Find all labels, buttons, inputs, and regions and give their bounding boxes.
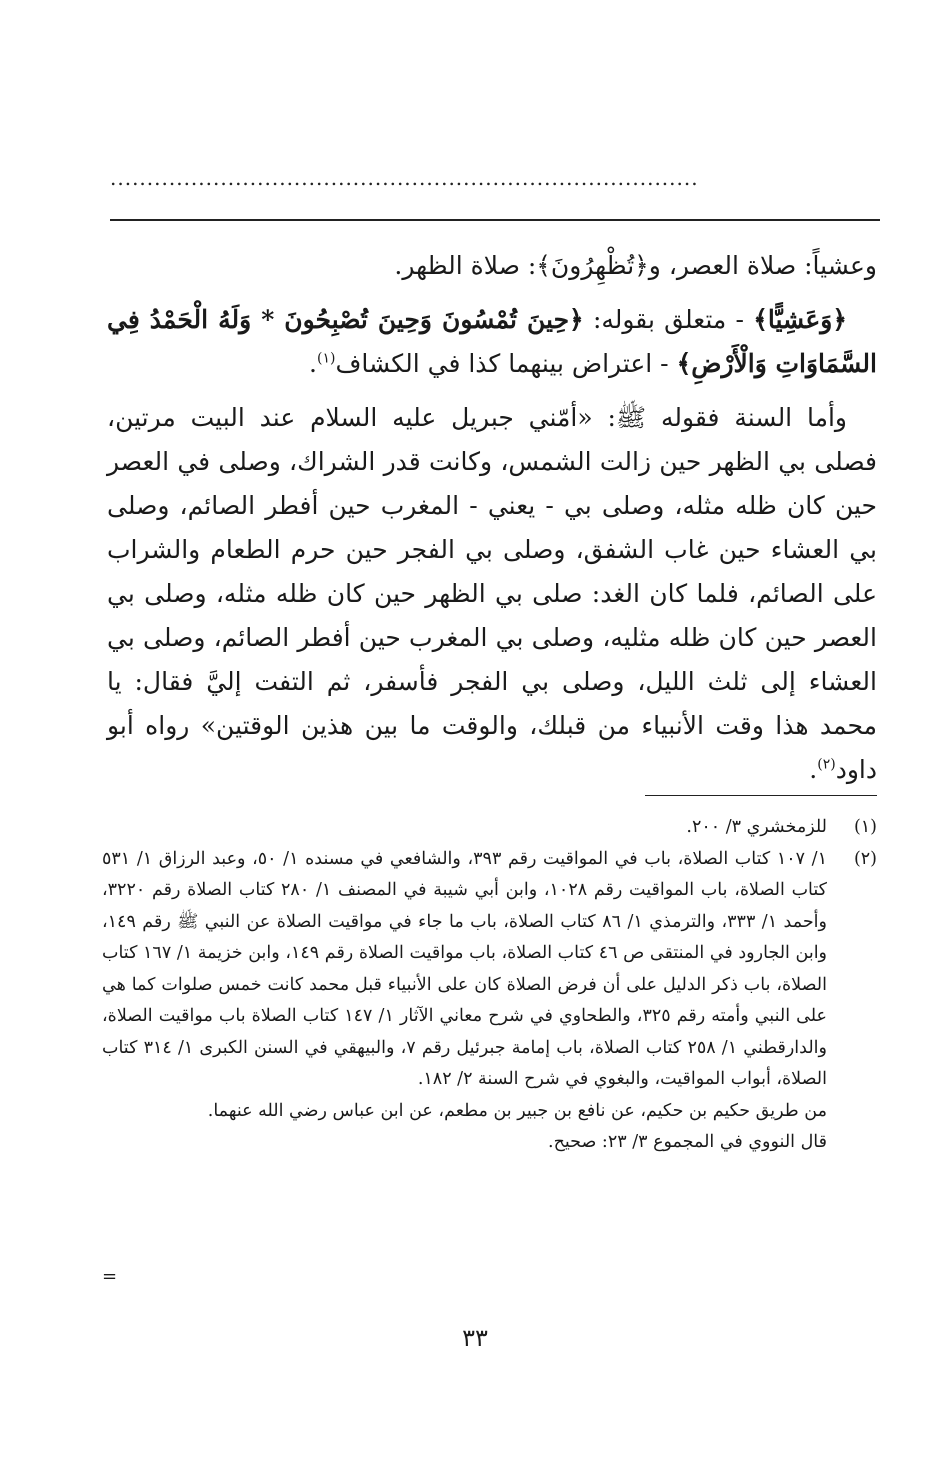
paragraph-2-end: - اعتراض بينهما كذا في الكشاف [335,349,677,378]
footnote-1 [102,812,877,844]
paragraph-2-mid: - متعلق بقوله: [583,305,754,334]
header-dotted-line: ................................................................................ [110,166,699,186]
footnote-text: ١/ ١٠٧ كتاب الصلاة، باب في المواقيت رقم ٣٩٣، والشافعي في مسنده ١/ ٥٠، وعبد الرزاق ١/ ٥٣١ كتاب الصلاة، باب المواقيت رقم ١٠٢٨، وابن أبي شيبة في المصنف ١/ ٢٨٠ كتاب الصلاة رقم ٣٢٢٠، وأحمد ١/ ٣٣٣، والترمذي ١/ ٨٦ كتاب الصلاة، باب ما جاء في مواقيت الصلاة عن النبي ﷺ رقم ١٤٩، وابن الجارود في المنتقى ص ٤٦ كتاب الصلاة، باب مواقيت الصلاة رقم ١٤٩، وابن خزيمة ١/ ١٦٧ كتاب الصلاة، باب ذكر الدليل على أن فرض الصلاة كان على الأنبياء قبل محمد كانت خمس صلوات كما هي على النبي وأمته رقم ٣٢٥، والطحاوي في شرح معاني الآثار ١/ ١٤٧ كتاب الصلاة باب مواقيت الصلاة، والدارقطني ١/ ٢٥٨ كتاب الصلاة، باب إمامة جبرئيل رقم ٧، والبيهقي في السنن الكبرى ١/ ٣١٤ كتاب الصلاة، أبواب المواقيت، والبغوي في شرح السنة ٢/ ١٨٢. [102,848,828,1089]
footnote-number: (١) [853,817,877,837]
footnote-rule [645,795,877,796]
paragraph-3-stop: . [809,755,818,784]
footnote-2-source: من طريق حكيم بن حكيم، عن نافع بن جبير بن مطعم، عن ابن عباس رضي الله عنهما. [207,1100,827,1121]
main-text [107,244,877,802]
footnote-2 [102,844,877,1096]
footnotes [102,812,877,1159]
footnote-text: للزمخشري ٣/ ٢٠٠. [686,817,827,837]
hadith-text: وأما السنة فقوله ﷺ: «أمّني جبريل عليه السلام عند البيت مرتين، فصلى بي الظهر حين زالت الشمس، وكانت قدر الشراك، وصلى في العصر حين كان ظله مثله، وصلى بي - يعني - المغرب حين أفطر الصائم، وصلى بي العشاء حين غاب الشفق، وصلى بي الفجر حين حرم الطعام والشراب على الصائم، فلما كان الغد: صلى بي الظهر حين كان ظله مثله، وصلى بي العصر حين كان ظله مثليه، وصلى بي المغرب حين أفطر الصائم، وصلى بي العشاء إلى ثلث الليل، وصلى بي الفجر فأسفر، ثم التفت إليَّ فقال: يا محمد هذا وقت الأنبياء من قبلك، والوقت ما بين هذين الوقتين» رواه أبو داود [107,403,877,784]
paragraph-3 [107,396,877,792]
footnote-2-grading: قال النووي في المجموع ٣/ ٢٣: صحيح. [548,1132,827,1152]
page-number: ٣٣ [462,1324,488,1352]
paragraph-2-stop: . [309,349,317,378]
continuation-mark: = [102,1266,118,1287]
paragraph-1: وعشياً: صلاة العصر، و﴿تُظْهِرُونَ﴾: صلاة الظهر. [394,251,877,280]
footnote-ref-2: (٢) [817,756,836,773]
quran-verse: ﴿حِينَ تُمْسُونَ وَحِينَ تُصْبِحُونَ * وَلَهُ الْحَمْدُ فِي السَّمَاوَاتِ وَالْأَرْضِ﴾ [107,305,877,378]
footnote-ref-1: (١) [317,350,336,367]
footnote-number: (٢) [853,848,877,869]
header-rule [110,219,880,221]
quran-verse: ﴿وَعَشِيًّا﴾ [753,305,847,334]
paragraph-2 [107,298,877,386]
